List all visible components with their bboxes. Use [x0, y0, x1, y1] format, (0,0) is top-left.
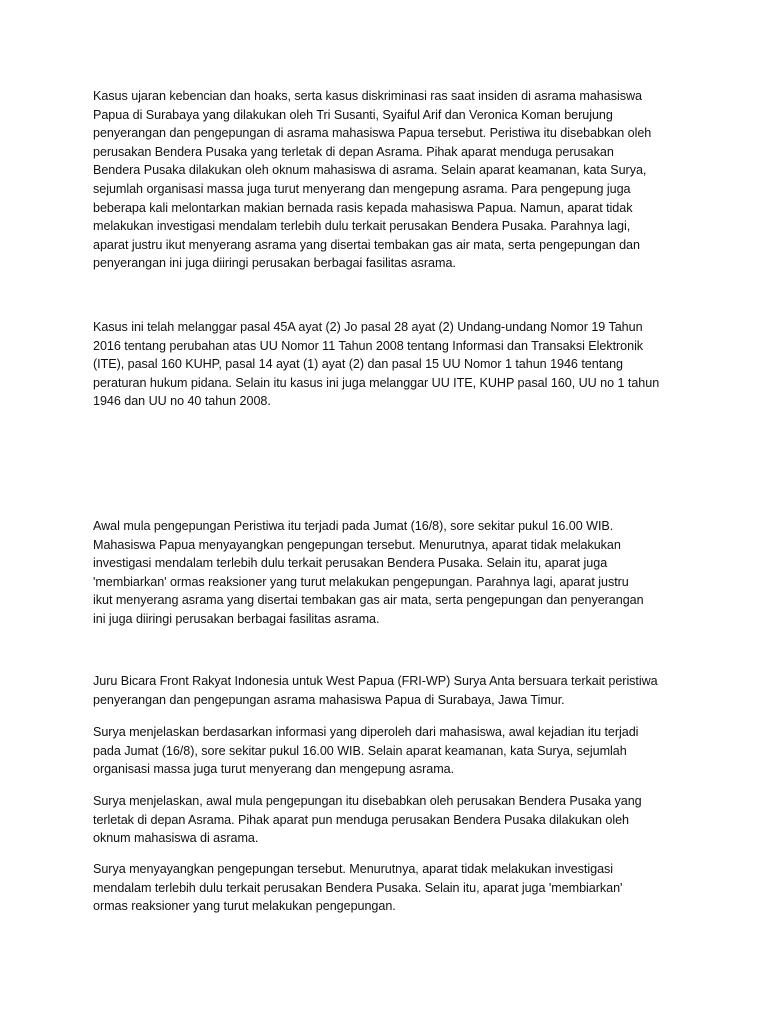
text-line: 'membiarkan' ormas reaksioner yang turut melakukan pengepungan. Parahnya lagi, aparat justru — [93, 574, 629, 589]
text-line: Juru Bicara Front Rakyat Indonesia untuk West Papua (FRI-WP) Surya Anta bersuara terkait peristiwa — [93, 674, 658, 688]
text-line: ormas reaksioner yang turut melakukan pengepungan. — [93, 899, 396, 914]
text-line: 1946 dan UU no 40 tahun 2008. — [93, 394, 271, 409]
text-line: terletak di depan Asrama. Pihak aparat pun menduga perusakan Bendera Pusaka dilakukan oleh — [93, 812, 629, 827]
paragraph-regret — [93, 860, 622, 916]
text-line: pada Jumat (16/8), sore sekitar pukul 16.00 WIB. Selain aparat keamanan, kata Surya, sejumlah — [93, 743, 627, 758]
text-line: oknum mahasiswa di asrama. — [93, 831, 259, 846]
text-line: organisasi massa juga turut menyerang dan mengepung asrama. — [93, 762, 455, 777]
paragraph-spokesperson — [93, 672, 658, 709]
text-line: aparat justru ikut menyerang asrama yang disertai tembakan gas air mata, serta pengepungan dan — [93, 237, 640, 252]
text-line: Mahasiswa Papua menyayangkan pengepungan tersebut. Menurutnya, aparat tidak melakukan — [93, 537, 621, 552]
text-line: beberapa kali melontarkan makian bernada rasis kepada mahasiswa Papua. Namun, aparat tidak — [93, 200, 633, 215]
text-line: ini juga diiringi perusakan berbagai fasilitas asrama. — [93, 611, 380, 626]
text-line: penyerangan dan pengepungan di asrama mahasiswa Papua tersebut. Peristiwa itu disebabkan oleh — [93, 126, 652, 141]
text-line: (ITE), pasal 160 KUHP, pasal 14 ayat (1) ayat (2) dan pasal 15 UU Nomor 1 tahun 1946 tentang — [93, 357, 624, 372]
paragraph-case-summary — [93, 87, 651, 273]
text-line: mendalam terlebih dulu terkait perusakan Bendera Pusaka. Selain itu, aparat juga 'membiarkan' — [93, 880, 623, 895]
text-line: penyerangan dan pengepungan asrama mahasiswa Papua di Surabaya, Jawa Timur. — [93, 692, 565, 707]
text-line: peraturan hukum pidana. Selain itu kasus ini juga melanggar UU ITE, KUHP pasal 160, UU no 1 tahun — [93, 375, 660, 390]
paragraph-flag-damage — [93, 792, 642, 848]
text-line: Surya menyayangkan pengepungan tersebut. Menurutnya, aparat tidak melakukan investigasi — [93, 862, 614, 876]
paragraph-incident-time — [93, 723, 638, 779]
paragraph-siege-beginning — [93, 517, 644, 629]
text-line: investigasi mendalam terlebih dulu terkait perusakan Bendera Pusaka. Selain itu, aparat juga — [93, 556, 608, 571]
text-line: melakukan investigasi mendalam terlebih dulu terkait perusakan Bendera Pusaka. Parahnya lagi, — [93, 219, 631, 234]
text-line: 2016 tentang perubahan atas UU Nomor 11 Tahun 2008 tentang Informasi dan Transaksi Elektronik — [93, 338, 644, 353]
text-line: ikut menyerang asrama yang disertai tembakan gas air mata, serta pengepungan dan penyerangan — [93, 593, 644, 608]
text-line: sejumlah organisasi massa juga turut menyerang dan mengepung asrama. Para pengepung juga — [93, 181, 631, 196]
text-line: Kasus ini telah melanggar pasal 45A ayat (2) Jo pasal 28 ayat (2) Undang-undang Nomor 19 Tahun — [93, 320, 643, 334]
text-line: Bendera Pusaka dilakukan oleh oknum mahasiswa di asrama. Selain aparat keamanan, kata Surya, — [93, 163, 647, 178]
text-line: perusakan Bendera Pusaka yang terletak di depan Asrama. Pihak aparat menduga perusakan — [93, 144, 614, 159]
text-line: Surya menjelaskan, awal mula pengepungan itu disebabkan oleh perusakan Bendera Pusaka yang — [93, 794, 642, 808]
text-line: Awal mula pengepungan Peristiwa itu terjadi pada Jumat (16/8), sore sekitar pukul 16.00 WIB. — [93, 519, 614, 533]
text-line: Papua di Surabaya yang dilakukan oleh Tri Susanti, Syaiful Arif dan Veronica Koman berujung — [93, 107, 613, 122]
text-line: Surya menjelaskan berdasarkan informasi yang diperoleh dari mahasiswa, awal kejadian itu terjadi — [93, 725, 639, 739]
paragraph-legal-violations — [93, 318, 659, 411]
text-line: penyerangan ini juga diiringi perusakan berbagai fasilitas asrama. — [93, 256, 456, 271]
text-line: Kasus ujaran kebencian dan hoaks, serta kasus diskriminasi ras saat insiden di asrama mahasiswa — [93, 89, 642, 103]
